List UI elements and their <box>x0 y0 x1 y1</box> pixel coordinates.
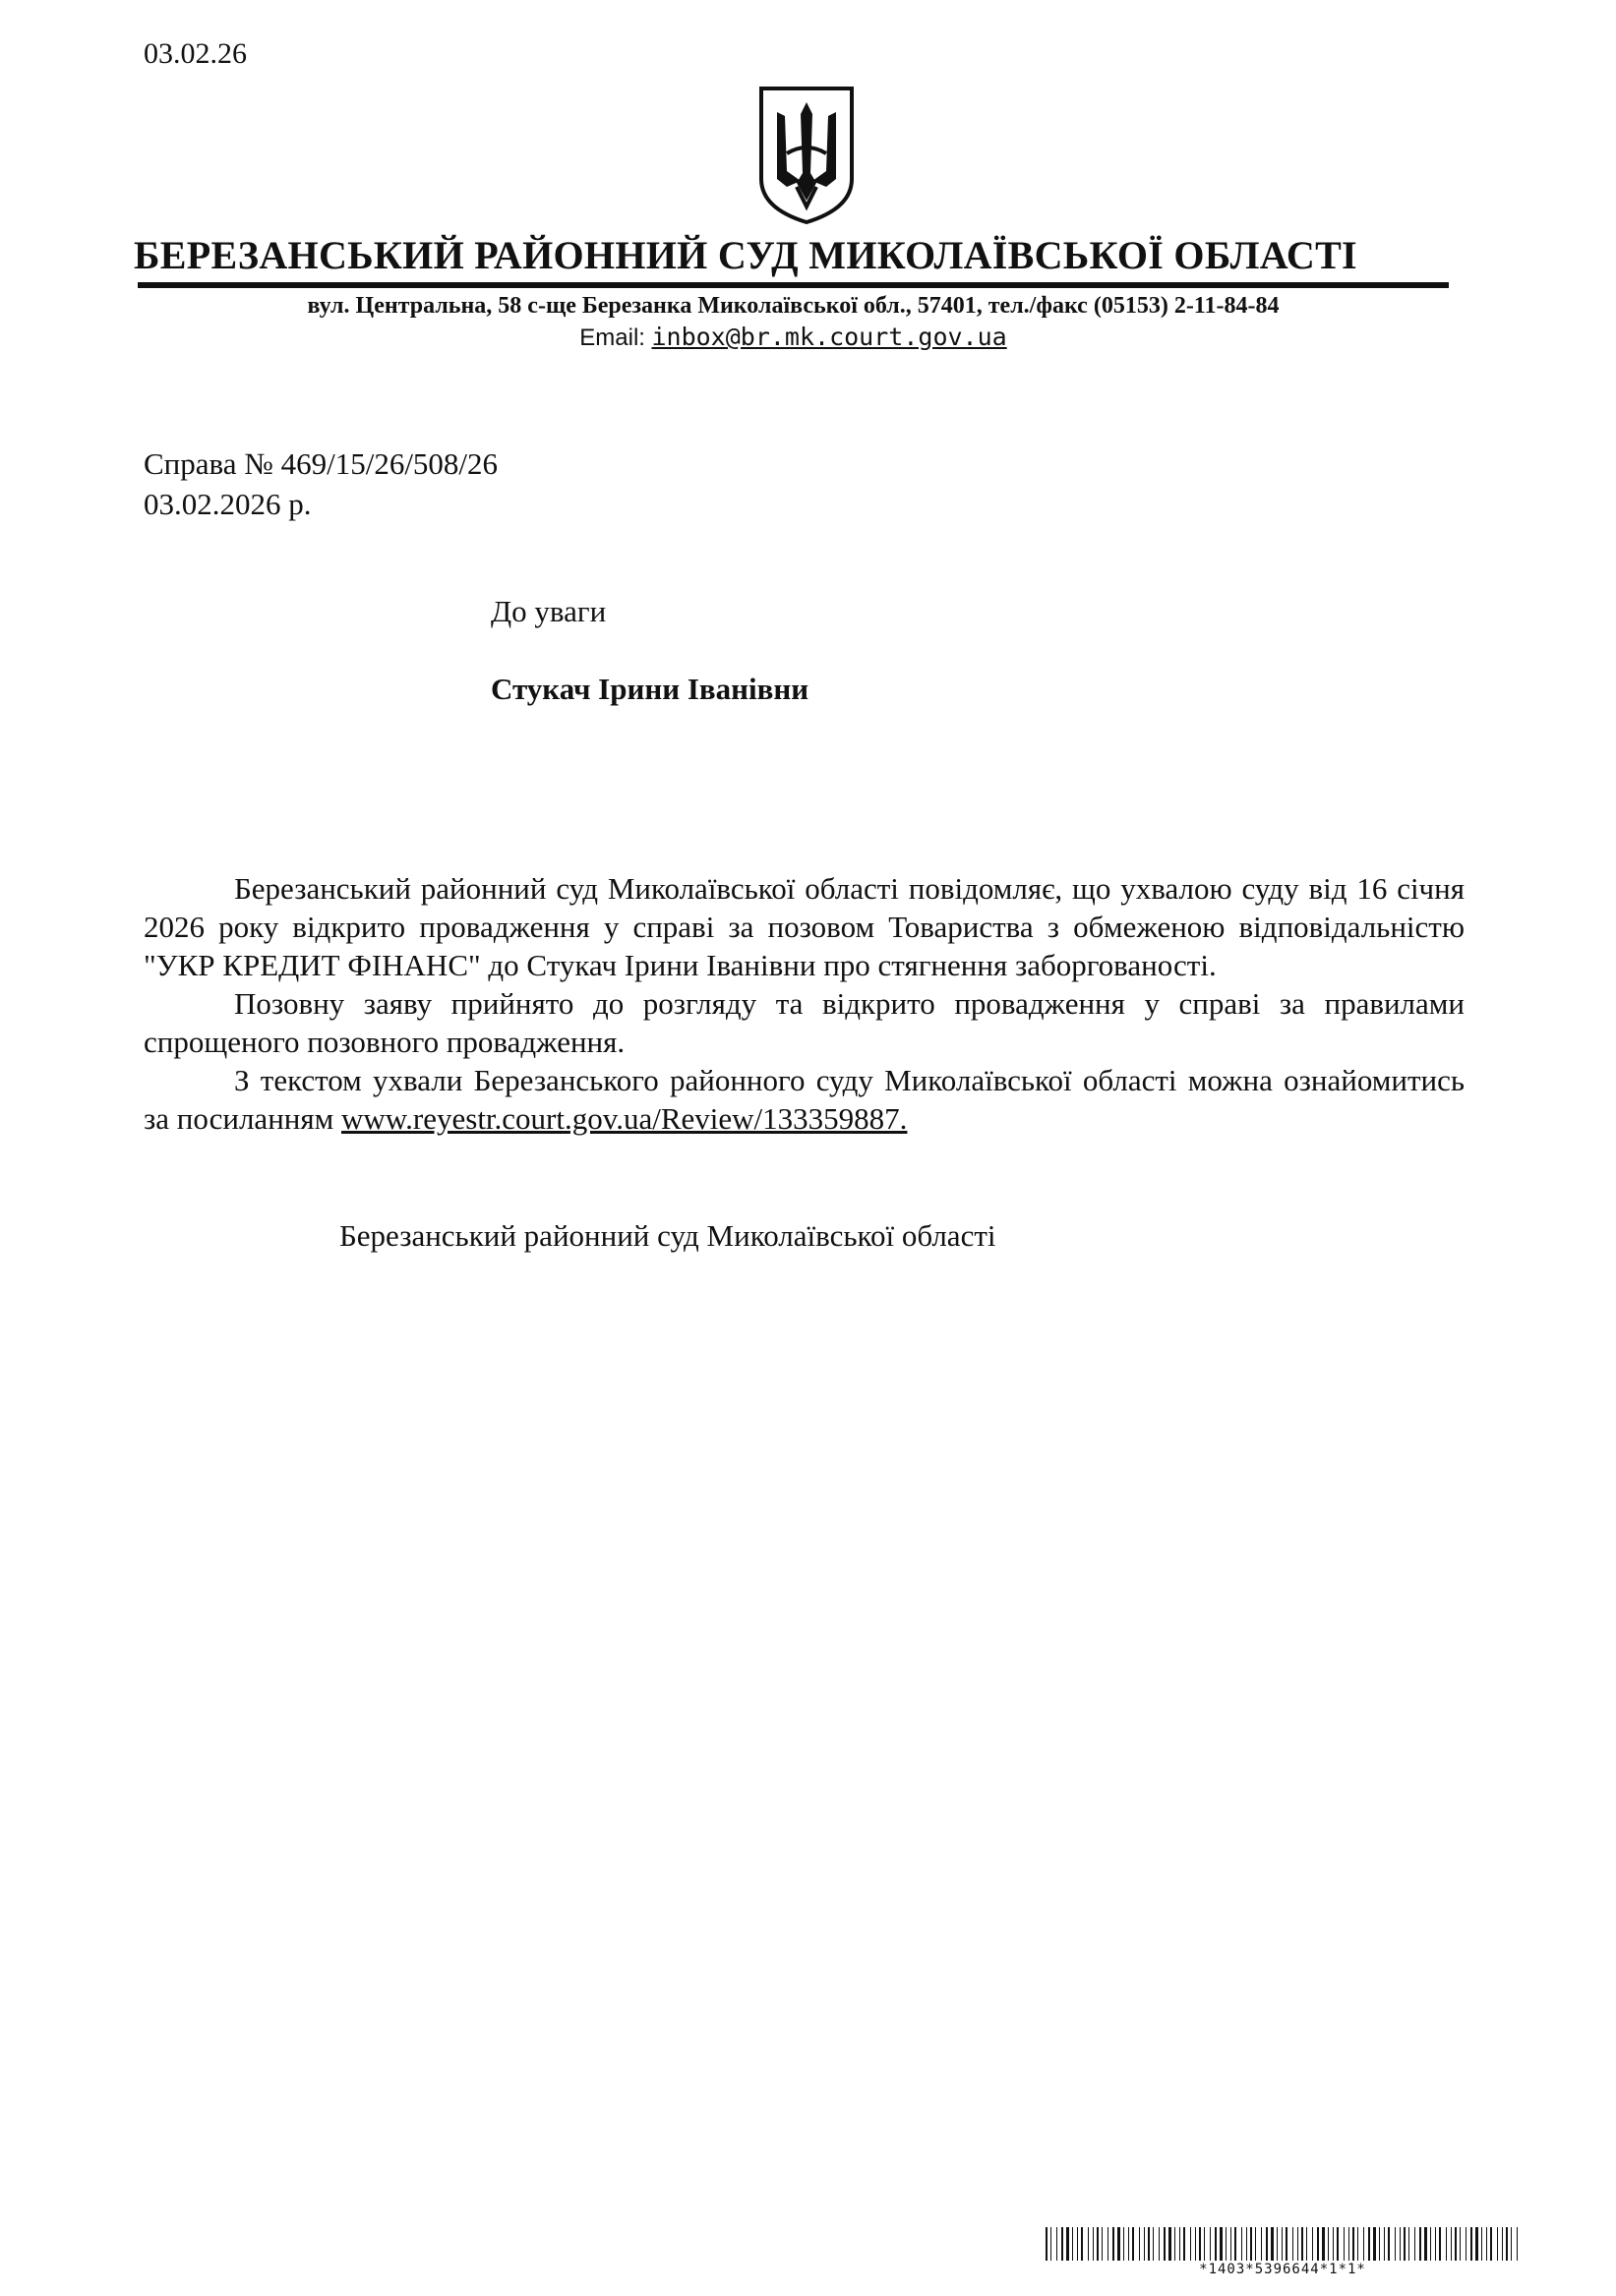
barcode-bar <box>1446 2227 1447 2261</box>
barcode-bar <box>1255 2227 1256 2261</box>
barcode-bar <box>1210 2227 1211 2261</box>
email-line <box>138 323 1449 352</box>
barcode-bar <box>1435 2227 1436 2261</box>
barcode-bar <box>1481 2227 1482 2261</box>
barcode-bar <box>1190 2227 1191 2261</box>
recipient-name: Стукач Ірини Іванівни <box>491 672 809 706</box>
barcode-bar <box>1451 2227 1452 2261</box>
barcode <box>1046 2227 1520 2261</box>
barcode-bar <box>1384 2227 1385 2261</box>
barcode-bar <box>1266 2227 1268 2261</box>
barcode-bar <box>1301 2227 1303 2261</box>
barcode-bar <box>1306 2227 1307 2261</box>
barcode-bar <box>1430 2227 1431 2261</box>
barcode-bar <box>1174 2227 1175 2261</box>
barcode-bar <box>1230 2227 1231 2261</box>
attention-label: До уваги <box>491 594 607 628</box>
barcode-bar <box>1132 2227 1134 2261</box>
barcode-bar <box>1460 2227 1461 2261</box>
barcode-bar <box>1511 2227 1512 2261</box>
barcode-bar <box>1439 2227 1441 2261</box>
barcode-bar <box>1271 2227 1274 2261</box>
case-date: 03.02.2026 р. <box>144 487 312 521</box>
barcode-bar <box>1081 2227 1083 2261</box>
barcode-bar <box>1088 2227 1089 2261</box>
barcode-bar <box>1502 2227 1503 2261</box>
barcode-bar <box>1195 2227 1196 2261</box>
signoff: Березанський районний суд Миколаївської області <box>339 1218 996 1253</box>
court-title: БЕРЕЗАНСЬКИЙ РАЙОННИЙ СУД МИКОЛАЇВСЬКОЇ ОБЛАСТІ <box>134 233 1357 277</box>
email-link[interactable]: inbox@br.mk.court.gov.ua <box>651 323 1007 351</box>
header-divider <box>138 282 1449 288</box>
barcode-bar <box>1050 2227 1051 2261</box>
body-paragraph-1: Березанський районний суд Миколаївської області повідомляє, що ухвалою суду від 16 січня 2026 року відкрито провадження у справі за позовом Товариства з обмеженою відповідальністю "УКР КРЕДИТ ФІНАНС" до Стукач Ірини Іванівни про стягнення заборгованості. <box>144 871 1465 982</box>
barcode-bar <box>1317 2227 1319 2261</box>
barcode-bar <box>1379 2227 1380 2261</box>
coat-of-arms-icon <box>757 85 856 226</box>
review-link[interactable]: www.reyestr.court.gov.ua/Review/133359887. <box>341 1101 908 1136</box>
barcode-bar <box>1357 2227 1358 2261</box>
barcode-bar <box>1215 2227 1217 2261</box>
barcode-bar <box>1282 2227 1283 2261</box>
barcode-bar <box>1168 2227 1171 2261</box>
barcode-bar <box>1348 2227 1349 2261</box>
court-address: вул. Центральна, 58 с-ще Березанка Миколаївської обл., 57401, тел./факс (05153) 2-11-84-84 <box>307 293 1280 319</box>
barcode-bar <box>1277 2227 1278 2261</box>
barcode-bar <box>1112 2227 1114 2261</box>
barcode-bar <box>1072 2227 1073 2261</box>
barcode-bar <box>1148 2227 1150 2261</box>
barcode-bar <box>1056 2227 1057 2261</box>
barcode-bar <box>1404 2227 1406 2261</box>
barcode-bar <box>1097 2227 1099 2261</box>
barcode-bar <box>1241 2227 1242 2261</box>
barcode-bar <box>1117 2227 1120 2261</box>
barcode-bar <box>1164 2227 1166 2261</box>
barcode-bar <box>1414 2227 1415 2261</box>
barcode-bar <box>1497 2227 1498 2261</box>
barcode-bar <box>1234 2227 1236 2261</box>
barcode-bar <box>1333 2227 1334 2261</box>
barcode-bar <box>1486 2227 1487 2261</box>
barcode-bar <box>1400 2227 1401 2261</box>
barcode-bar <box>1297 2227 1298 2261</box>
barcode-bar <box>1352 2227 1354 2261</box>
barcode-bar <box>1424 2227 1427 2261</box>
barcode-bar <box>1419 2227 1421 2261</box>
barcode-bar <box>1226 2227 1227 2261</box>
barcode-bar <box>1066 2227 1069 2261</box>
barcode-bar <box>1388 2227 1390 2261</box>
barcode-bar <box>1199 2227 1201 2261</box>
letter-body <box>144 869 1465 1138</box>
barcode-bar <box>1344 2227 1345 2261</box>
barcode-bar <box>1292 2227 1293 2261</box>
barcode-bar <box>1159 2227 1160 2261</box>
barcode-bar <box>1286 2227 1287 2261</box>
barcode-bar <box>1139 2227 1140 2261</box>
barcode-bar <box>1250 2227 1252 2261</box>
case-number: Справа № 469/15/26/508/26 <box>144 446 499 481</box>
barcode-bar <box>1368 2227 1370 2261</box>
barcode-bar <box>1107 2227 1108 2261</box>
barcode-bar <box>1475 2227 1478 2261</box>
barcode-bar <box>1246 2227 1247 2261</box>
barcode-bar <box>1373 2227 1376 2261</box>
barcode-bar <box>1455 2227 1457 2261</box>
barcode-bar <box>1312 2227 1313 2261</box>
date-stamp: 03.02.26 <box>144 37 247 70</box>
body-paragraph-2: Позовну заяву прийнято до розгляду та відкрито провадження у справі за правилами спрощеного позовного провадження. <box>144 986 1465 1059</box>
barcode-bar <box>1179 2227 1180 2261</box>
barcode-text: *1403*5396644*1*1* <box>1199 2262 1366 2277</box>
barcode-bar <box>1328 2227 1329 2261</box>
barcode-bar <box>1490 2227 1492 2261</box>
barcode-bar <box>1337 2227 1339 2261</box>
body-paragraph-3-text: З текстом ухвали Березанського районного суду Миколаївської області можна ознайомитись за посиланням <box>144 1063 1465 1136</box>
barcode-bar <box>1102 2227 1103 2261</box>
barcode-bar <box>1128 2227 1129 2261</box>
barcode-bar <box>1395 2227 1396 2261</box>
barcode-bar <box>1261 2227 1262 2261</box>
barcode-bar <box>1077 2227 1078 2261</box>
barcode-bar <box>1363 2227 1364 2261</box>
barcode-bar <box>1144 2227 1145 2261</box>
barcode-bar <box>1183 2227 1185 2261</box>
body-paragraph-3 <box>144 1061 1465 1138</box>
email-label: Email: <box>579 324 645 351</box>
barcode-bar <box>1093 2227 1094 2261</box>
barcode-bar <box>1322 2227 1325 2261</box>
barcode-bar <box>1517 2227 1518 2261</box>
barcode-bar <box>1470 2227 1472 2261</box>
barcode-bar <box>1123 2227 1124 2261</box>
case-info <box>144 443 498 524</box>
barcode-bar <box>1061 2227 1063 2261</box>
barcode-bar <box>1046 2227 1047 2261</box>
barcode-bar <box>1506 2227 1508 2261</box>
barcode-bar <box>1408 2227 1409 2261</box>
barcode-bar <box>1153 2227 1154 2261</box>
barcode-bar <box>1204 2227 1205 2261</box>
barcode-bar <box>1220 2227 1223 2261</box>
